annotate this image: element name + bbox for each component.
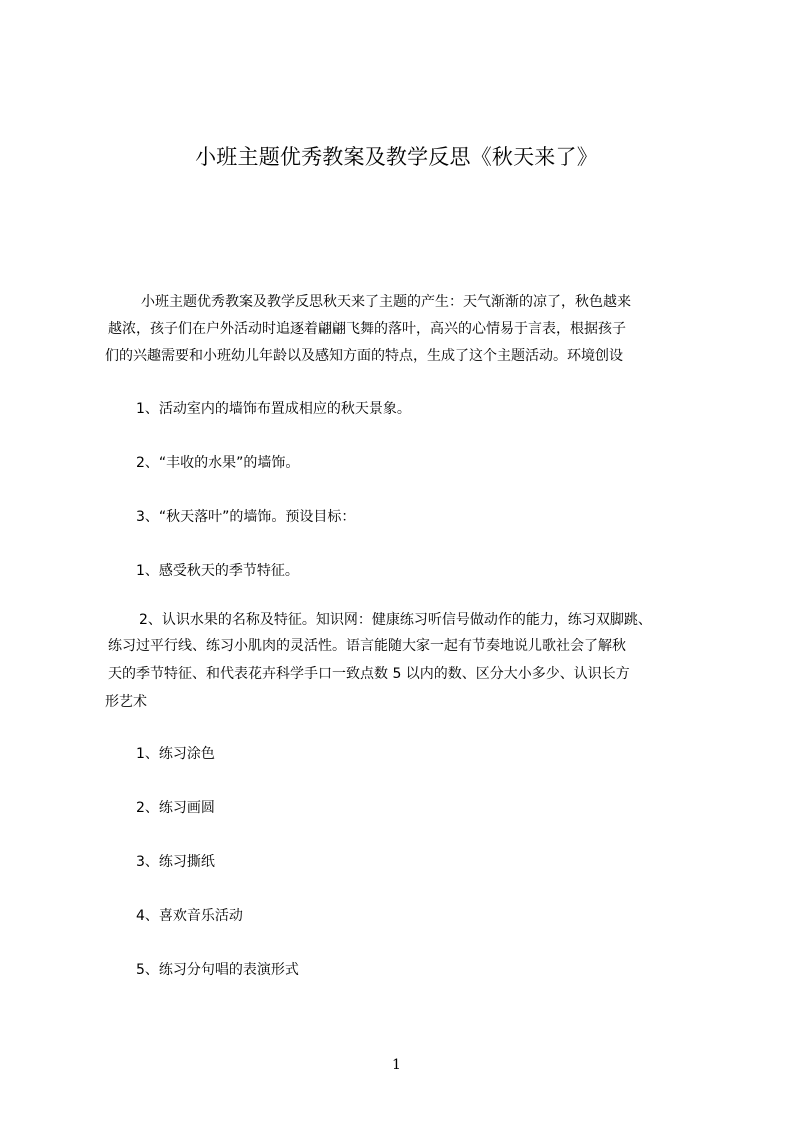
document-title: 小班主题优秀教案及教学反思《秋天来了》 [195,145,598,169]
intro-line-2: 越浓，孩子们在户外活动时追逐着翩翩飞舞的落叶，高兴的心情易于言表，根据孩子 [108,321,626,337]
art-item-1: 1、练习涂色 [136,746,215,762]
intro-line-3: 们的兴趣需要和小班幼儿年龄以及感知方面的特点，生成了这个主题活动。环境创设 [105,348,623,364]
art-item-2: 2、练习画圆 [136,800,215,816]
environment-item-3: 3、“秋天落叶”的墙饰。预设目标： [136,509,356,525]
knowledge-line-1: 2、认识水果的名称及特征。知识网：健康练习听信号做动作的能力，练习双脚跳、 [139,612,652,628]
art-item-3: 3、练习撕纸 [136,854,215,870]
art-item-5: 5、练习分句唱的表演形式 [136,962,299,978]
knowledge-line-2: 练习过平行线、练习小肌肉的灵活性。语言能随大家一起有节奏地说儿歌社会了解秋 [108,638,626,654]
page-number: 1 [392,1057,401,1073]
environment-item-2: 2、“丰收的水果”的墙饰。 [136,455,300,471]
art-item-4: 4、喜欢音乐活动 [136,908,243,924]
goal-item-1: 1、感受秋天的季节特征。 [136,563,299,579]
intro-line-1: 小班主题优秀教案及教学反思秋天来了主题的产生：天气渐渐的凉了，秋色越来 [141,294,631,310]
knowledge-line-3: 天的季节特征、和代表花卉科学手口一致点数 5 以内的数、区分大小多少、认识长方 [108,666,630,682]
knowledge-line-4: 形艺术 [105,694,147,710]
environment-item-1: 1、活动室内的墙饰布置成相应的秋天景象。 [136,401,411,417]
